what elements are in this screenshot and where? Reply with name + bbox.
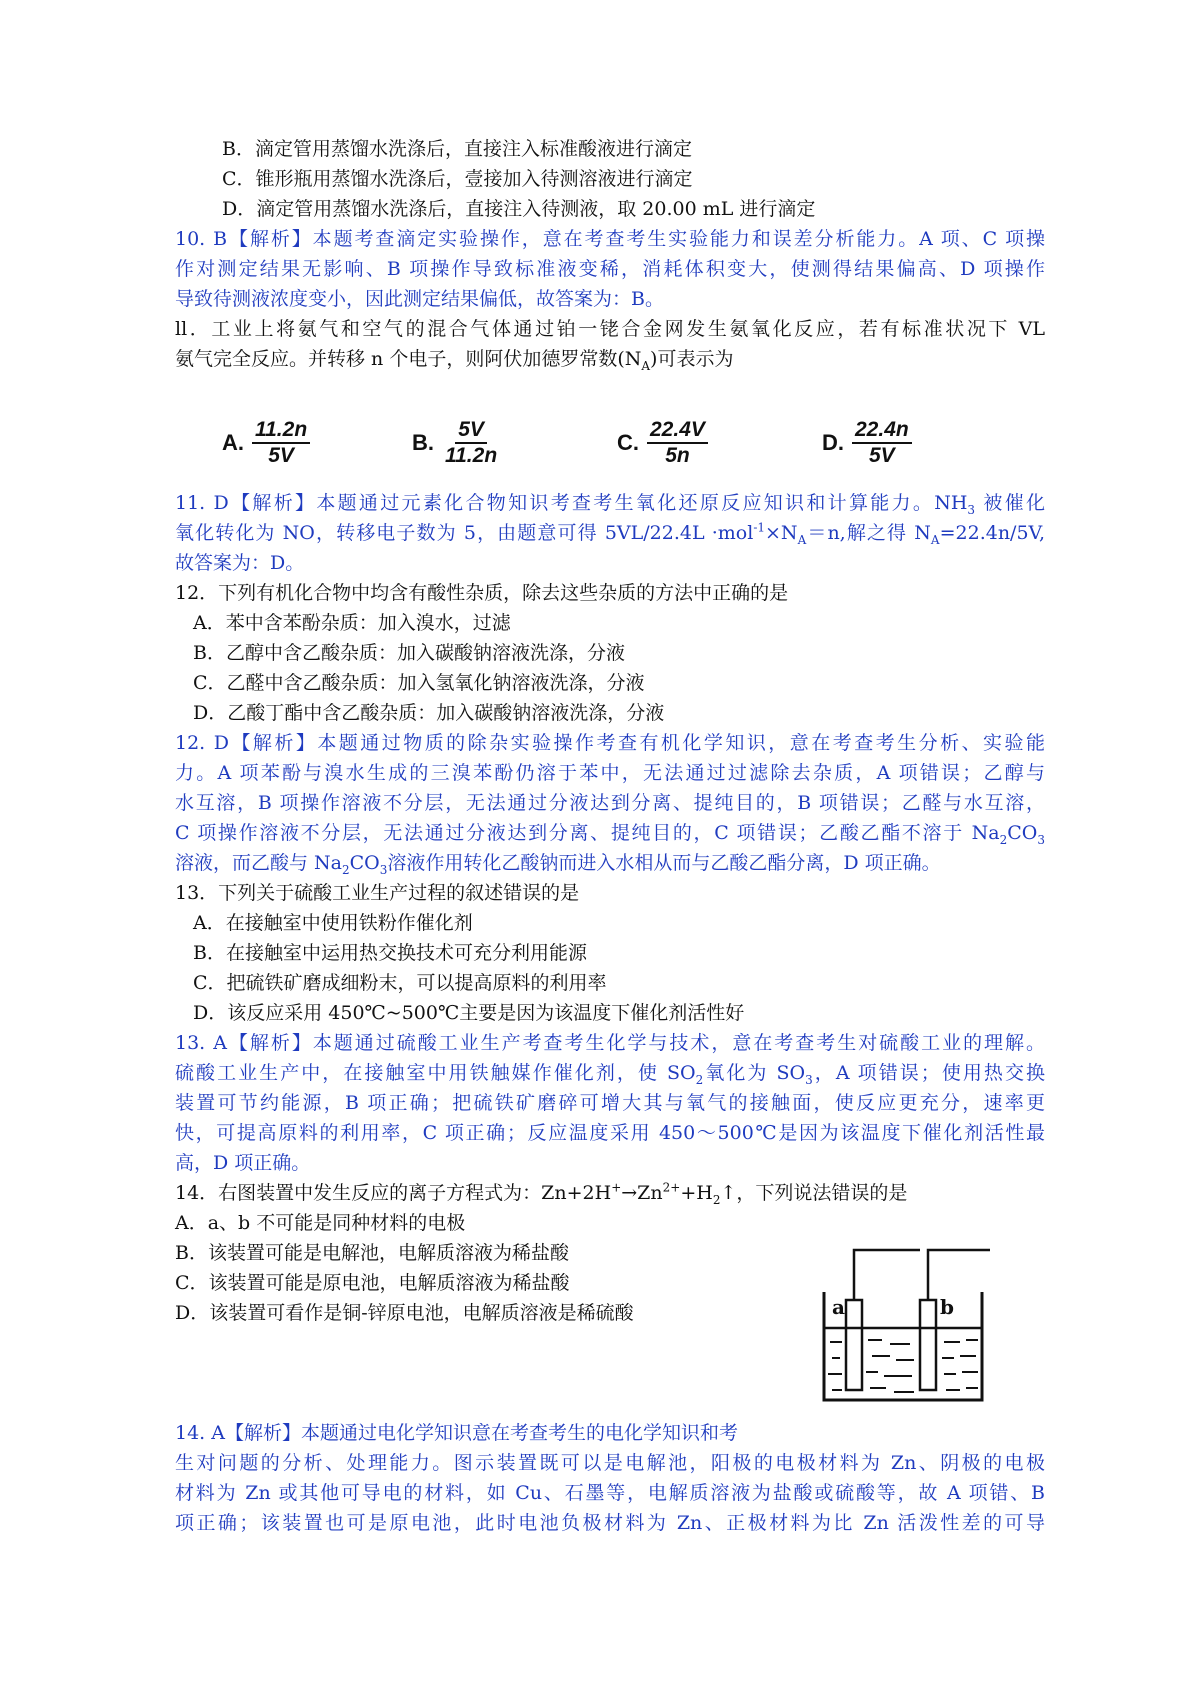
q13-stem: 13．下列关于硫酸工业生产过程的叙述错误的是 xyxy=(175,882,580,904)
q14-option-b: B．该装置可能是电解池，电解质溶液为稀盐酸 xyxy=(175,1242,569,1264)
electrode-b xyxy=(920,1300,936,1390)
q11-options xyxy=(222,418,1002,478)
q14-option-c: C．该装置可能是原电池，电解质溶液为稀盐酸 xyxy=(175,1272,570,1294)
electrode-a xyxy=(846,1300,862,1390)
q11-option-d: D. $\frac{22.4n}{5V}$ xyxy=(822,418,912,468)
q13-option-a: A．在接触室中使用铁粉作催化剂 xyxy=(193,912,473,934)
q12-option-d: D．乙酸丁酯中含乙酸杂质：加入碳酸钠溶液洗涤，分液 xyxy=(193,702,665,724)
answer-13-line-4: 快，可提高原料的利用率，C 项正确；反应温度采用 450～500℃是因为该温度下催化剂活性最 xyxy=(175,1122,1045,1144)
answer-12-line-1: 12. D【解析】本题通过物质的除杂实验操作考查有机化学知识，意在考查考生分析、实验能 xyxy=(175,732,1045,754)
answer-10-line-1: 10. B【解析】本题考查滴定实验操作，意在考查考生实验能力和误差分析能力。A 项、C 项操 xyxy=(175,228,1045,250)
q11-option-a: A. $\frac{11.2n}{5V}$ xyxy=(222,418,310,468)
answer-14-line-2: 生对问题的分析、处理能力。图示装置既可以是电解池，阳极的电极材料为 Zn、阴极的电极 xyxy=(175,1452,1045,1474)
answer-11-line-2: 氧化转化为 NO，转移电子数为 5，由题意可得 $5VL/22.4L \cdot mol^{-1}\times N_A=n$,解之得 $N_A=22.4n/5V$, xyxy=(175,520,1045,547)
answer-10-line-3: 导致待测液浓度变小，因此测定结果偏低，故答案为：B。 xyxy=(175,288,664,310)
answer-10-line-2: 作对测定结果无影响、B 项操作导致标准液变稀，消耗体积变大，使测得结果偏高、D 项操作 xyxy=(175,258,1045,280)
q11-stem-line-1: ll．工业上将氨气和空气的混合气体通过铂一铑合金网发生氨氧化反应，若有标准状况下 VL xyxy=(175,318,1045,340)
q10-option-c: C．锥形瓶用蒸馏水洗涤后，壹接加入待测溶液进行滴定 xyxy=(222,168,693,190)
answer-11-line-3: 故答案为：D。 xyxy=(175,552,305,574)
q14-stem: 14．右图装置中发生反应的离子方程式为：$Zn+2H^+\to Zn^{2+}+H_2↑$，下列说法错误的是 xyxy=(175,1180,908,1207)
answer-11-line-1: 11. D【解析】本题通过元素化合物知识考查考生氧化还原反应知识和计算能力。$NH_3$ 被催化 xyxy=(175,492,1046,517)
q14-option-a: A．a、b 不可能是同种材料的电极 xyxy=(175,1212,466,1234)
answer-14-line-1: 14. A【解析】本题通过电化学知识意在考查考生的电化学知识和考 xyxy=(175,1422,738,1444)
electrode-a-label: a xyxy=(832,1295,845,1319)
q13-option-c: C．把硫铁矿磨成细粉末，可以提高原料的利用率 xyxy=(193,972,607,994)
electrolysis-apparatus-figure xyxy=(820,1242,992,1402)
answer-13-line-1: 13. A【解析】本题通过硫酸工业生产考查考生化学与技术，意在考查考生对硫酸工业的理解。 xyxy=(175,1032,1045,1054)
answer-12-line-5: 溶液，而乙酸与 $Na_2CO_3$溶液作用转化乙酸钠而进入水相从而与乙酸乙酯分离，D 项正确。 xyxy=(175,852,941,877)
answer-14-line-3: 材料为 Zn 或其他可导电的材料，如 Cu、石墨等，电解质溶液为盐酸或硫酸等，故 A 项错、B xyxy=(175,1482,1045,1504)
q12-stem: 12．下列有机化合物中均含有酸性杂质，除去这些杂质的方法中正确的是 xyxy=(175,582,789,604)
q12-option-c: C．乙醛中含乙酸杂质：加入氢氧化钠溶液洗涤，分液 xyxy=(193,672,645,694)
q11-option-b: B. $\frac{5V}{11.2n}$ xyxy=(412,418,498,467)
answer-13-line-2: 硫酸工业生产中，在接触室中用铁触媒作催化剂，使 $SO_2$氧化为 $SO_3$，A 项错误；使用热交换 xyxy=(175,1062,1045,1087)
q14-option-d: D．该装置可看作是铜-锌原电池，电解质溶液是稀硫酸 xyxy=(175,1302,634,1324)
q12-option-a: A．苯中含苯酚杂质：加入溴水，过滤 xyxy=(193,612,511,634)
answer-12-line-2: 力。A 项苯酚与溴水生成的三溴苯酚仍溶于苯中，无法通过过滤除去杂质，A 项错误；乙醇与 xyxy=(175,762,1045,784)
q12-option-b: B．乙醇中含乙酸杂质：加入碳酸钠溶液洗涤，分液 xyxy=(193,642,625,664)
answer-14-line-4: 项正确；该装置也可是原电池，此时电池负极材料为 Zn、正极材料为比 Zn 活泼性差的可导 xyxy=(175,1512,1045,1534)
answer-12-line-3: 水互溶，B 项操作溶液不分层，无法通过分液达到分离、提纯目的，B 项错误；乙醛与水互溶， xyxy=(175,792,1045,814)
q11-option-c: C. $\frac{22.4V}{5n}$ xyxy=(617,418,708,468)
q13-option-d: D．该反应采用 450℃~500℃主要是因为该温度下催化剂活性好 xyxy=(193,1002,745,1024)
q10-option-b: B．滴定管用蒸馏水洗涤后，直接注入标准酸液进行滴定 xyxy=(222,138,692,160)
q11-stem-line-2: 氨气完全反应。并转移 n 个电子，则阿伏加德罗常数$(N_A)$可表示为 xyxy=(175,348,734,373)
q13-option-b: B．在接触室中运用热交换技术可充分利用能源 xyxy=(193,942,587,964)
answer-13-line-3: 装置可节约能源，B 项正确；把硫铁矿磨碎可增大其与氧气的接触面，使反应更充分，速率更 xyxy=(175,1092,1045,1114)
answer-12-line-4: C 项操作溶液不分层，无法通过分液达到分离、提纯目的，C 项错误；乙酸乙酯不溶于 $Na_2CO_3$ xyxy=(175,822,1045,847)
answer-13-line-5: 高，D 项正确。 xyxy=(175,1152,311,1174)
q10-option-d: D．滴定管用蒸馏水洗涤后，直接注入待测液，取 20.00 mL 进行滴定 xyxy=(222,198,816,220)
wire-left xyxy=(854,1250,920,1302)
electrode-b-label: b xyxy=(940,1295,954,1319)
